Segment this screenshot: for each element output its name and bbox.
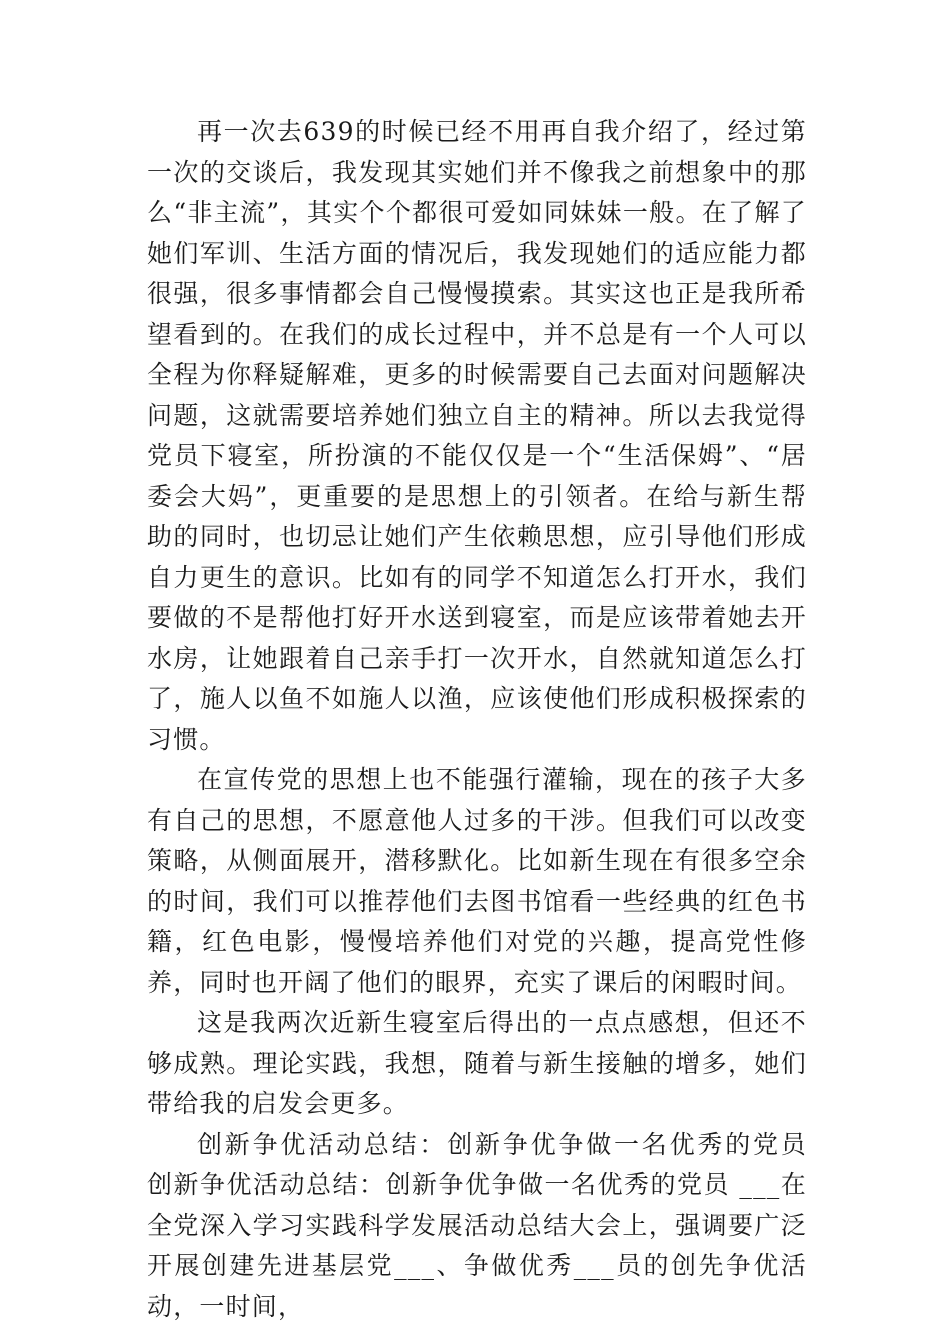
paragraph-party-thought: 在宣传党的思想上也不能强行灌输，现在的孩子大多有自己的思想，不愿意他人过多的干涉。但我们可以改变策略，从侧面展开，潜移默化。比如新生现在有很多空余的时间，我们可以推荐他们去图书馆看一些经典的红色书籍，红色电影，慢慢培养他们对党的兴趣，提高党性修养，同时也开阔了他们的眼界，充实了课后的闲暇时间。 <box>147 765 807 997</box>
paragraph-dorm-visit: 再一次去639的时候已经不用再自我介绍了，经过第一次的交谈后，我发现其实她们并不像我之前想象中的那么“非主流”，其实个个都很可爱如同妹妹一般。在了解了她们军训、生活方面的情况后，我发现她们的适应能力都很强，很多事情都会自己慢慢摸索。其实这也正是我所希望看到的。在我们的成长过程中，并不总是有一个人可以全程为你释疑解难，更多的时候需要自己去面对问题解决问题，这就需要培养她们独立自主的精神。所以去我觉得党员下寝室，所扮演的不能仅仅是一个“生活保姆”、“居委会大妈”，更重要的是思想上的引领者。在给与新生帮助的同时，也切忌让她们产生依赖思想，应引导他们形成自力更生的意识。比如有的同学不知道怎么打开水，我们要做的不是帮他打好开水送到寝室，而是应该带着她去开水房，让她跟着自己亲手打一次开水，自然就知道怎么打了，施人以鱼不如施人以渔，应该使他们形成积极探索的习惯。 <box>147 117 807 754</box>
paragraph-reflection: 这是我两次近新生寝室后得出的一点点感想，但还不够成熟。理论实践，我想，随着与新生接触的增多，她们带给我的启发会更多。 <box>147 1008 807 1118</box>
document-body <box>147 112 807 1327</box>
paragraph-activity-summary: 创新争优活动总结：创新争优争做一名优秀的党员 创新争优活动总结：创新争优争做一名优秀的党员 ___在全党深入学习实践科学发展活动总结大会上，强调要广泛开展创建先进基层党___、争做优秀___员的创先争优活动，一时间， <box>147 1129 807 1321</box>
